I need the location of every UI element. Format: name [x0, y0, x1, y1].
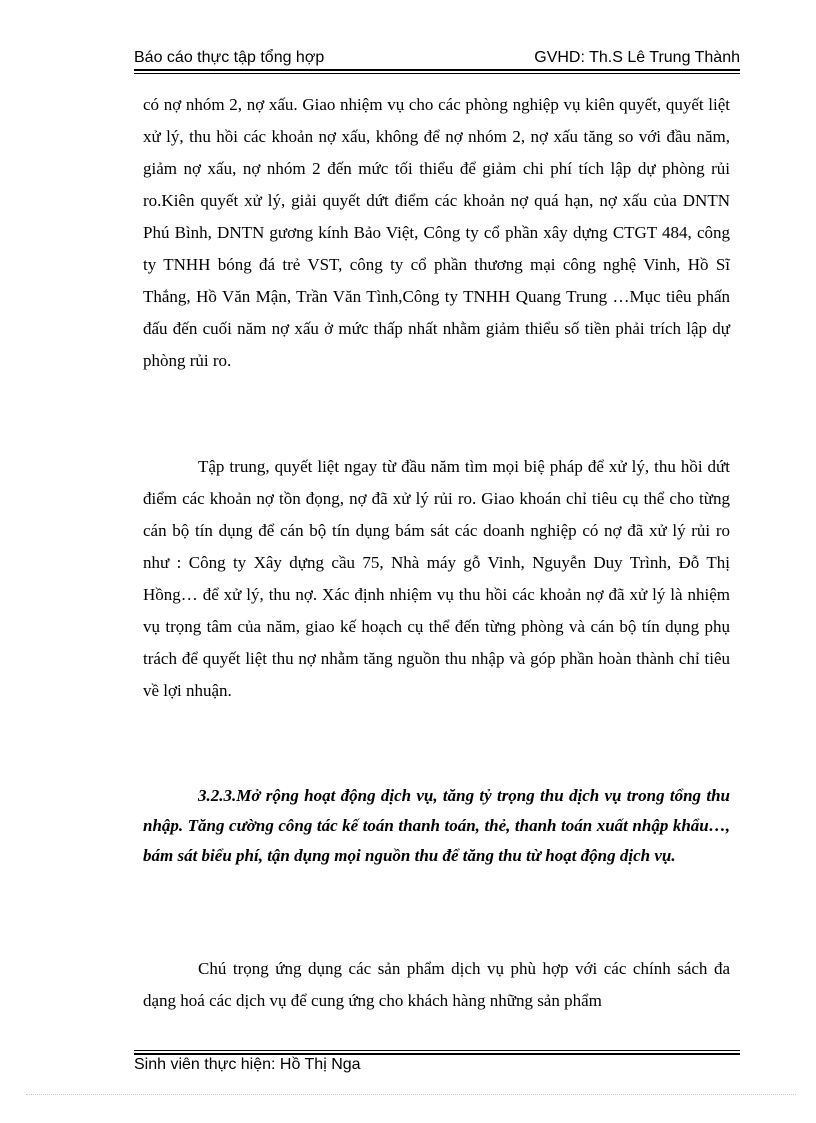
page-footer: Sinh viên thực hiện: Hồ Thị Nga	[134, 1056, 361, 1073]
body-paragraph-1: có nợ nhóm 2, nợ xấu. Giao nhiệm vụ cho các phòng nghiệp vụ kiên quyết, quyết liệt xử lý, thu hồi các khoản nợ xấu, không để nợ nhóm 2, nợ xấu tăng so với đầu năm, giảm nợ xấu, nợ nhóm 2 đến mức tối thiểu để giảm chi phí tích lập dự phòng rủi ro.Kiên quyết xử lý, giải quyết dứt điểm các khoản nợ quá hạn, nợ xấu của DNTN Phú Bình, DNTN gương kính Bảo Việt, Công ty cổ phần xây dựng CTGT 484, công ty TNHH bóng đá trẻ VST, công ty cổ phần thương mại công nghệ Vinh, Hồ Sĩ Thắng, Hồ Văn Mận, Trần Văn Tình,Công ty TNHH Quang Trung …Mục tiêu phấn đấu đến cuối năm nợ xấu ở mức thấp nhất nhằm giảm thiểu số tiền phải trích lập dự phòng rủi ro.	[143, 95, 730, 370]
page-header	[134, 48, 740, 68]
page-edge-dotted-line	[26, 1094, 796, 1095]
header-rule-thick	[134, 69, 740, 71]
body-paragraph-3: Chú trọng ứng dụng các sản phẩm dịch vụ phù hợp với các chính sách đa dạng hoá các dịch vụ để cung ứng cho khách hàng những sản phẩm	[143, 959, 730, 1010]
header-supervisor: GVHD: Th.S Lê Trung Thành	[534, 49, 740, 66]
footer-rule-thin	[134, 1050, 740, 1051]
header-rule-thin	[134, 73, 740, 74]
body-paragraph-2: Tập trung, quyết liệt ngay từ đầu năm tìm mọi biệ pháp để xử lý, thu hồi dứt điểm các khoản nợ tồn đọng, nợ đã xử lý rủi ro. Giao khoán chỉ tiêu cụ thể cho từng cán bộ tín dụng để cán bộ tín dụng bám sát các doanh nghiệp có nợ đã xử lý rủi ro như : Công ty Xây dựng cầu 75, Nhà máy gỗ Vinh, Nguyễn Duy Trình, Đỗ Thị Hồng… để xử lý, thu nợ. Xác định nhiệm vụ thu hồi các khoản nợ đã xử lý là nhiệm vụ trọng tâm của năm, giao kế hoạch cụ thể đến từng phòng và cán bộ tín dụng phụ trách để quyết liệt thu nợ nhằm tăng nguồn thu nhập và góp phần hoàn thành chỉ tiêu về lợi nhuận.	[143, 457, 730, 700]
section-heading: 3.2.3.Mở rộng hoạt động dịch vụ, tăng tỷ trọng thu dịch vụ trong tổng thu nhập. Tăng cường công tác kế toán thanh toán, thẻ, thanh toán xuất nhập khẩu…, bám sát biểu phí, tận dụng mọi nguồn thu để tăng thu từ hoạt động dịch vụ.	[143, 786, 730, 865]
header-report-title: Báo cáo thực tập tổng hợp	[134, 49, 325, 66]
